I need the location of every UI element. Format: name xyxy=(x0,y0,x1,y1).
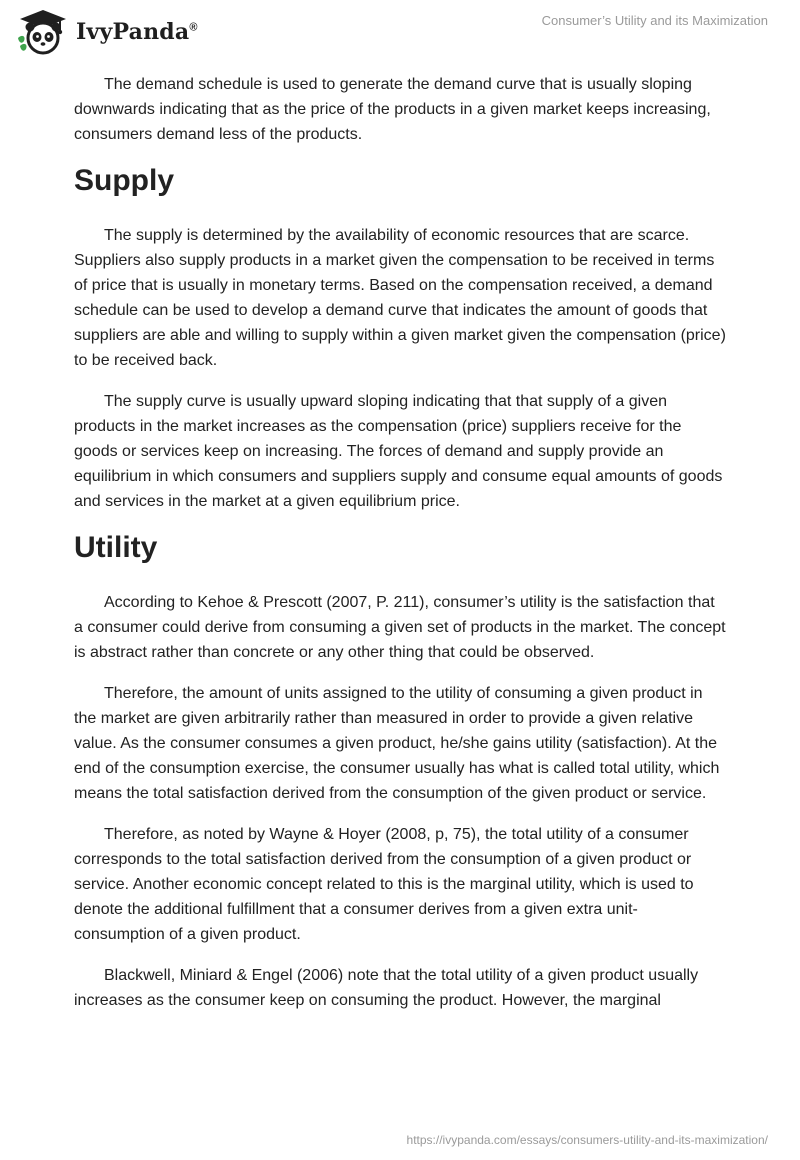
section-heading-utility: Utility xyxy=(74,531,158,564)
panda-graduate-icon xyxy=(14,8,72,56)
paragraph: According to Kehoe & Prescott (2007, P. 211), consumer’s utility is the satisfaction that a consumer could derive from consuming a given set of products in the market. The concept is abstract rather than concrete or any other thing that could be observed. xyxy=(74,594,726,661)
paragraph: Therefore, the amount of units assigned to the utility of consuming a given product in the market are given arbitrarily rather than measured in order to provide a given relative value. As the consumer consumes a given product, he/she gains utility (satisfaction). At the end of the consumption exercise, the consumer usually has what is called total utility, which means the total satisfaction derived from the consumption of the given product or service. xyxy=(74,685,720,802)
section-heading-supply: Supply xyxy=(74,164,175,197)
registered-mark: ® xyxy=(189,21,198,34)
article-body xyxy=(74,72,726,1029)
document-title: Consumer’s Utility and its Maximization xyxy=(541,13,768,28)
paragraph: Therefore, as noted by Wayne & Hoyer (2008, p, 75), the total utility of a consumer corresponds to the total satisfaction derived from the consumption of a given product or service. Another economic concept related to this is the marginal utility, which is used to denote the additional fulfillment that a consumer derives from a given extra unit-consumption of a given product. xyxy=(74,826,694,943)
source-url[interactable]: https://ivypanda.com/essays/consumers-utility-and-its-maximization/ xyxy=(406,1133,768,1147)
brand-logo[interactable] xyxy=(14,8,198,56)
paragraph: The supply curve is usually upward sloping indicating that that supply of a given products in the market increases as the compensation (price) suppliers receive for the goods or services keep on increasing. The forces of demand and supply provide an equilibrium in which consumers and suppliers supply and consume equal amounts of goods and services in the market at a given equilibrium price. xyxy=(74,393,723,510)
page-header xyxy=(0,0,800,60)
paragraph: The demand schedule is used to generate the demand curve that is usually sloping downwards indicating that as the price of the products in a given market keeps increasing, consumers demand less of the products. xyxy=(74,76,711,143)
paragraph: Blackwell, Miniard & Engel (2006) note that the total utility of a given product usually increases as the consumer keep on consuming the product. However, the marginal xyxy=(74,967,699,1009)
paragraph: The supply is determined by the availability of economic resources that are scarce. Suppliers also supply products in a market given the compensation to be received in terms of price that is usually in monetary terms. Based on the compensation received, a demand schedule can be used to develop a demand curve that indicates the amount of goods that suppliers are able and willing to supply within a given market given the compensation (price) to be received back. xyxy=(74,227,726,369)
brand-name: IvyPanda® xyxy=(76,19,198,45)
